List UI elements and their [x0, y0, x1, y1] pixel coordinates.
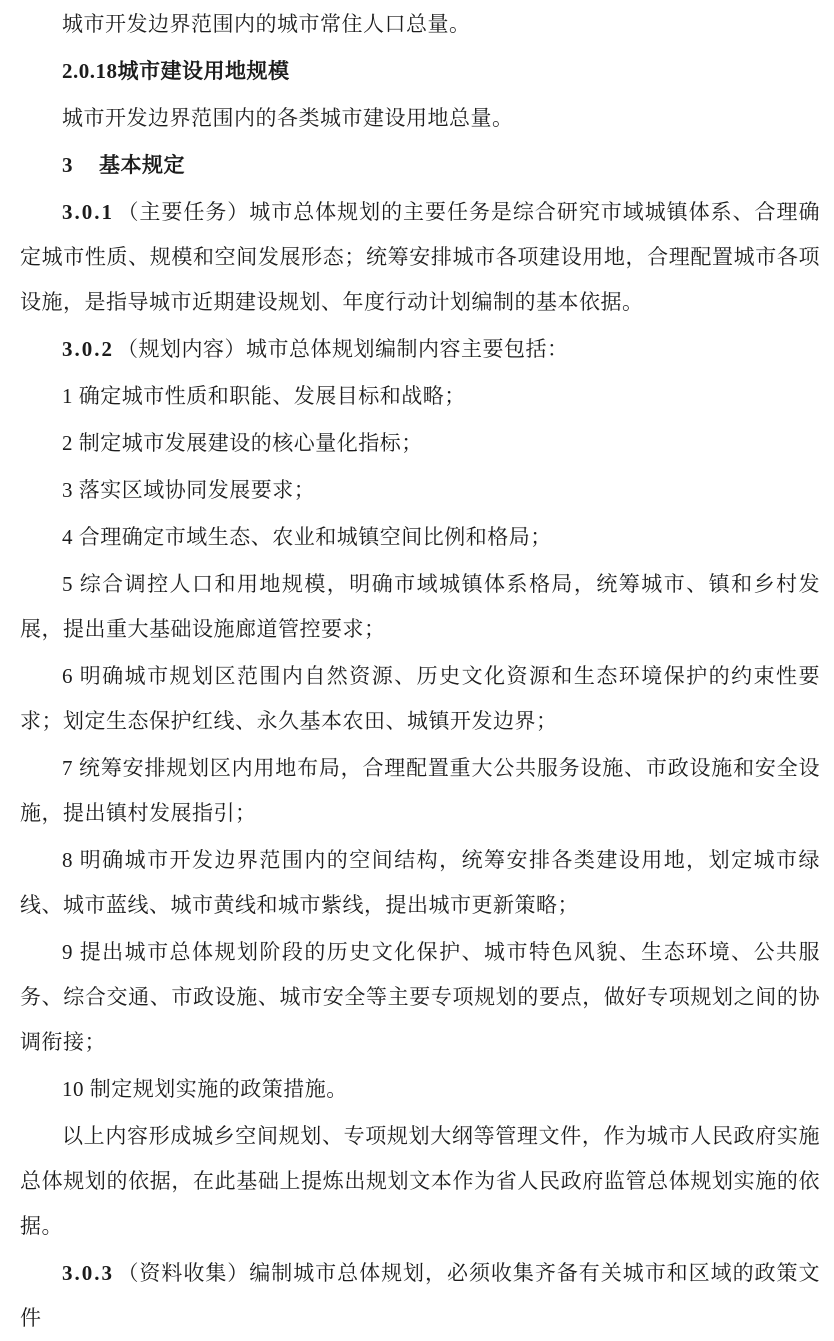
clause-number: 3.0.1: [62, 200, 114, 224]
closing-paragraph: 以上内容形成城乡空间规划、专项规划大纲等管理文件，作为城市人民政府实施总体规划的依据，在此基础上提炼出规划文本作为省人民政府监管总体规划实施的依据。: [20, 1124, 820, 1238]
list-item-5: 5 综合调控人口和用地规模，明确市域城镇体系格局，统筹城市、镇和乡村发展，提出重大基础设施廊道管控要求；: [20, 572, 820, 641]
section-heading: [20, 143, 820, 188]
document-page: [0, 2, 834, 1341]
clause-text: （规划内容）城市总体规划编制内容主要包括：: [117, 337, 569, 361]
clause-number: 3.0.3: [62, 1261, 114, 1285]
list-item-6: 6 明确城市规划区范围内自然资源、历史文化资源和生态环境保护的约束性要求；划定生态保护红线、永久基本农田、城镇开发边界；: [20, 664, 820, 733]
list-item-7: 7 统筹安排规划区内用地布局，合理配置重大公共服务设施、市政设施和安全设施，提出镇村发展指引；: [20, 756, 820, 825]
list-item-10: 10 制定规划实施的政策措施。: [62, 1077, 348, 1101]
section-title: 基本规定: [99, 153, 185, 177]
clause-3-0-1: [20, 190, 820, 325]
clause-text: （资料收集）编制城市总体规划，必须收集齐备有关城市和区域的政策文件: [20, 1261, 820, 1330]
clause-3-0-3-partial: [20, 1251, 820, 1341]
list-item-4: 4 合理确定市域生态、农业和城镇空间比例和格局；: [62, 525, 552, 549]
list-item-8: 8 明确城市开发边界范围内的空间结构，统筹安排各类建设用地，划定城市绿线、城市蓝线、城市黄线和城市紫线，提出城市更新策略；: [20, 848, 820, 917]
clause-text: （主要任务）城市总体规划的主要任务是综合研究市域城镇体系、合理确定城市性质、规模和空间发展形态；统筹安排城市各项建设用地，合理配置城市各项设施，是指导城市近期建设规划、年度行动计划编制的基本依据。: [20, 200, 820, 314]
list-item-1: 1 确定城市性质和职能、发展目标和战略；: [62, 384, 466, 408]
section-number: 3: [62, 153, 73, 177]
list-item-9: 9 提出城市总体规划阶段的历史文化保护、城市特色风貌、生态环境、公共服务、综合交通、市政设施、城市安全等主要专项规划的要点，做好专项规划之间的协调衔接；: [20, 940, 820, 1054]
term-definition: 城市开发边界范围内的各类城市建设用地总量。: [62, 106, 514, 130]
term-heading-2-0-18: 2.0.18城市建设用地规模: [62, 59, 290, 83]
clause-3-0-2: [20, 327, 820, 372]
clause-number: 3.0.2: [62, 337, 114, 361]
list-item-2: 2 制定城市发展建设的核心量化指标；: [62, 431, 423, 455]
paragraph-top-partial: 城市开发边界范围内的城市常住人口总量。: [62, 12, 471, 36]
list-item-3: 3 落实区域协同发展要求；: [62, 478, 316, 502]
